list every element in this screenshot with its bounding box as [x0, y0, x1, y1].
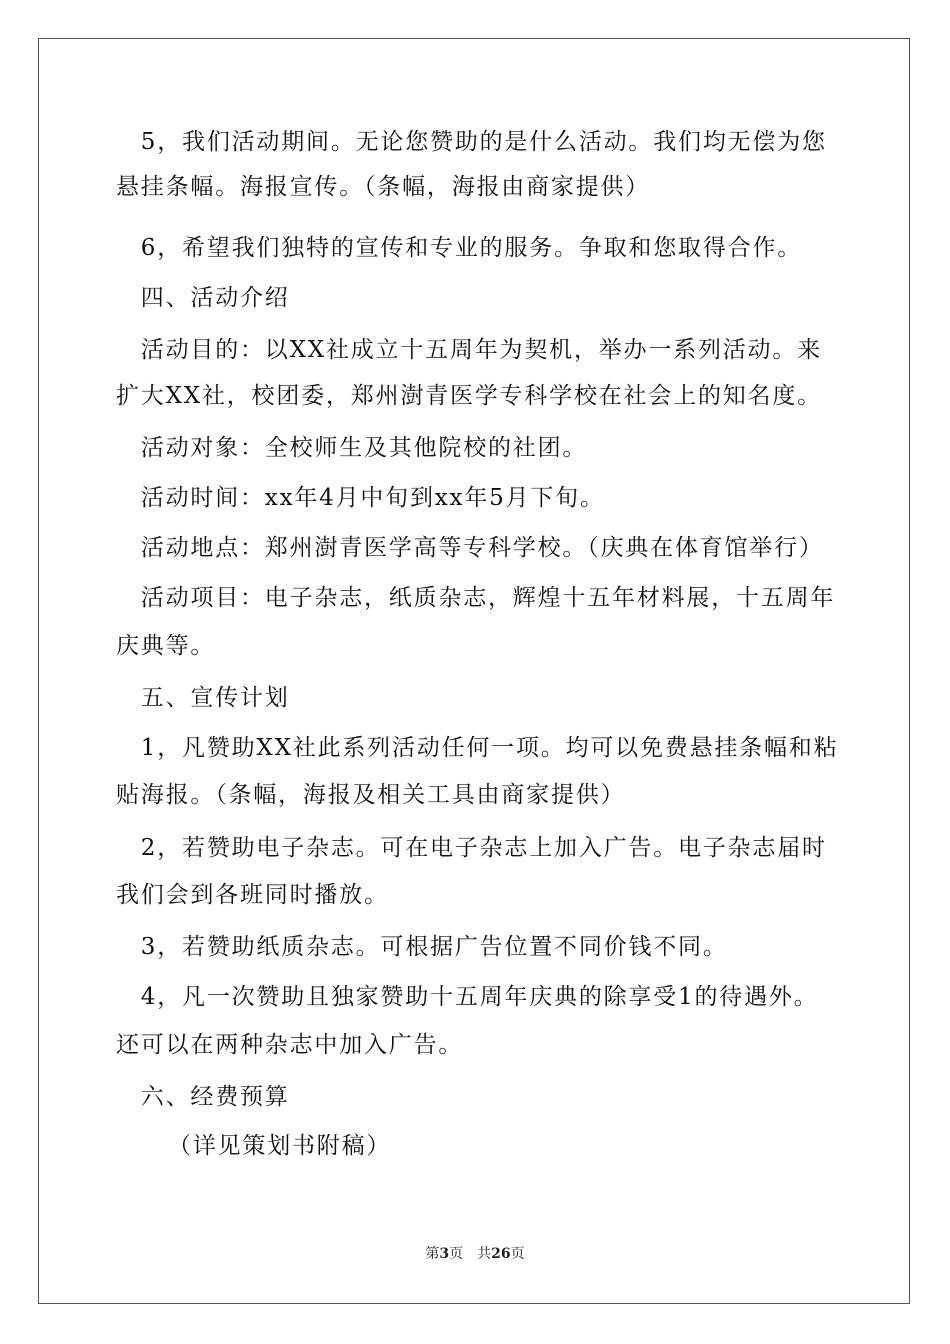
text-line: （详见策划书附稿）	[168, 1133, 392, 1159]
text-line: 1，凡赞助XX社此系列活动任何一项。均可以免费悬挂条幅和粘	[116, 735, 839, 761]
text-line: 贴海报。（条幅，海报及相关工具由商家提供）	[116, 782, 626, 808]
text-line: 活动对象：全校师生及其他院校的社团。	[116, 435, 588, 461]
text-line: 活动项目：电子杂志，纸质杂志，辉煌十五年材料展，十五周年	[116, 585, 836, 611]
text-line: 3，若赞助纸质杂志。可根据广告位置不同价钱不同。	[116, 934, 728, 960]
footer-mid: 页 共	[449, 1246, 492, 1262]
page-border	[38, 38, 910, 1304]
section-heading: 四、活动介绍	[116, 285, 290, 311]
footer-suffix: 页	[510, 1246, 525, 1262]
text-line: 活动时间：xx年4月中旬到xx年5月下旬。	[116, 485, 605, 511]
text-line: 2，若赞助电子杂志。可在电子杂志上加入广告。电子杂志届时	[116, 835, 827, 861]
text-line: 6，希望我们独特的宣传和专业的服务。争取和您取得合作。	[116, 235, 803, 261]
total-page-number: 26	[491, 1246, 511, 1262]
current-page-number: 3	[439, 1246, 450, 1262]
page-footer	[0, 1245, 950, 1263]
text-line: 活动地点：郑州澍青医学高等专科学校。（庆典在体育馆举行）	[116, 535, 824, 561]
text-line: 我们会到各班同时播放。	[116, 882, 389, 908]
text-line: 4，凡一次赞助且独家赞助十五周年庆典的除享受1的待遇外。	[116, 984, 819, 1010]
text-line: 还可以在两种杂志中加入广告。	[116, 1032, 464, 1058]
text-line: 活动目的：以XX社成立十五周年为契机，举办一系列活动。来	[116, 337, 822, 363]
footer-prefix: 第	[425, 1246, 440, 1262]
text-line: 庆典等。	[116, 633, 216, 659]
section-heading: 五、宣传计划	[116, 685, 290, 711]
text-line: 5，我们活动期间。无论您赞助的是什么活动。我们均无偿为您	[116, 129, 827, 155]
section-heading: 六、经费预算	[116, 1084, 290, 1110]
text-line: 扩大XX社，校团委，郑州澍青医学专科学校在社会上的知名度。	[116, 383, 822, 409]
text-line: 悬挂条幅。海报宣传。（条幅，海报由商家提供）	[116, 174, 651, 200]
